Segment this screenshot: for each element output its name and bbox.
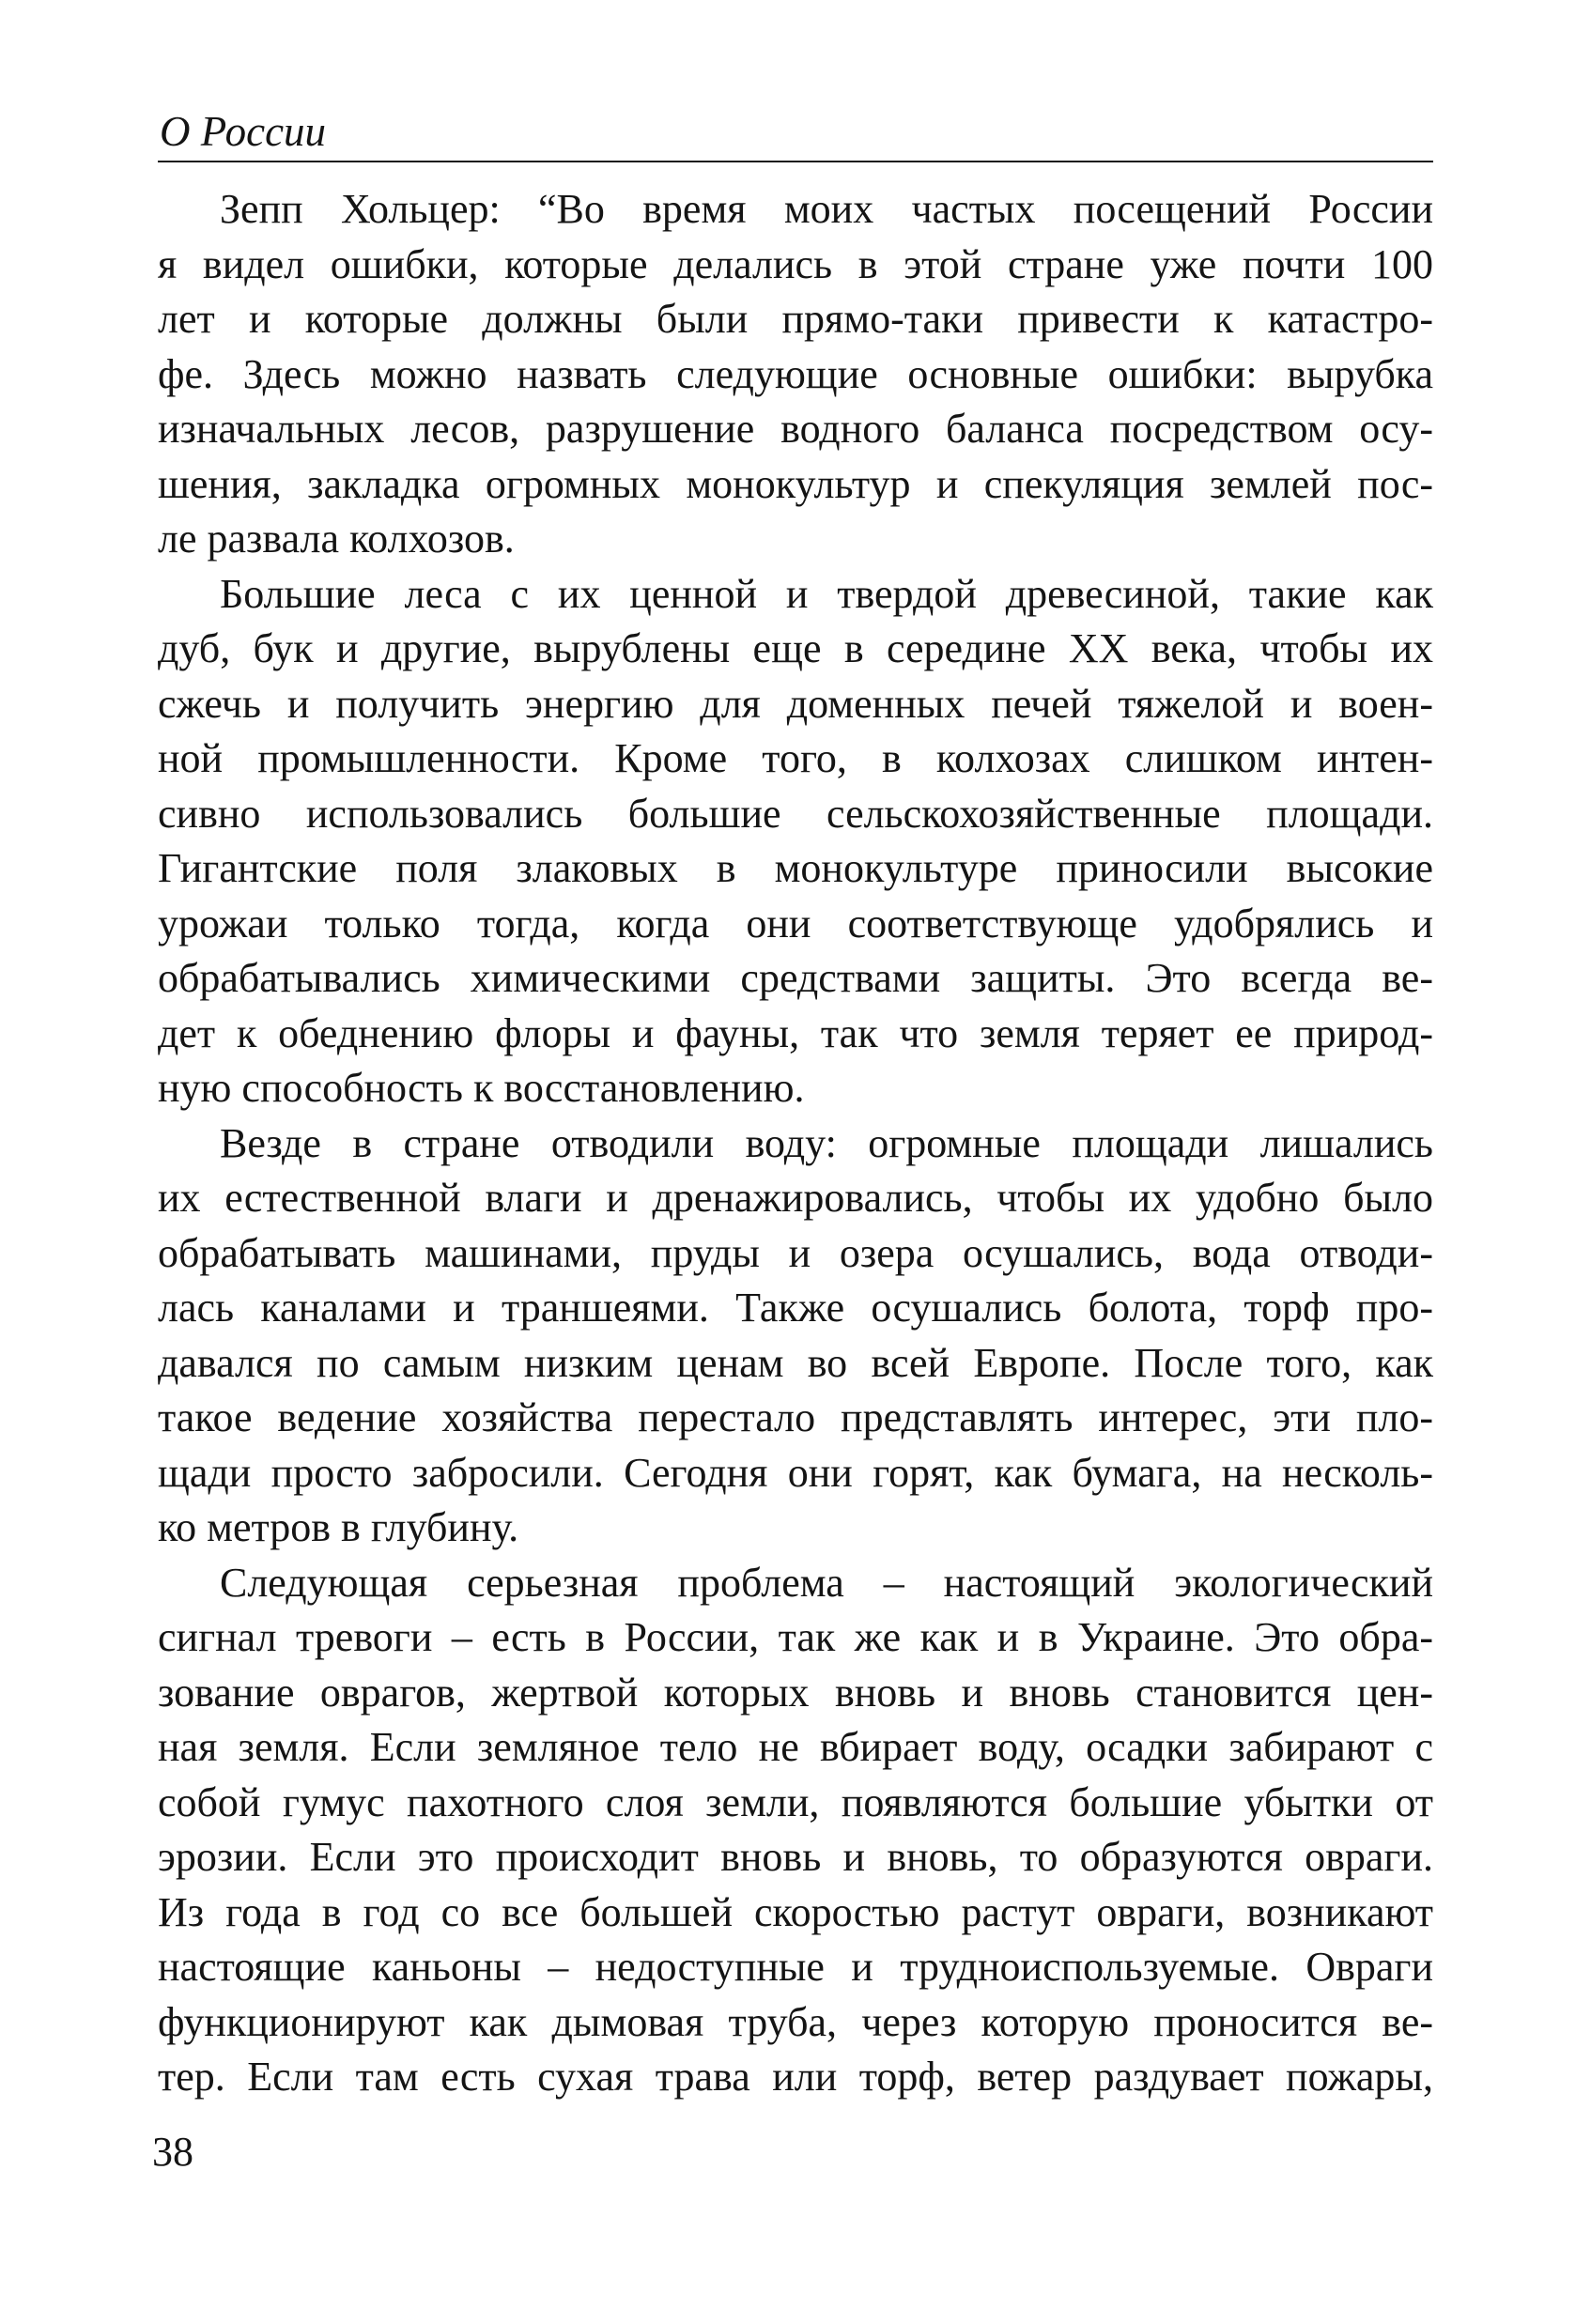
text-line: Гигантские поля злаковых в монокультуре приносили высокие bbox=[158, 845, 1433, 891]
text-line: изначальных лесов, разрушение водного баланса посредством осу- bbox=[158, 406, 1433, 452]
text-line: Везде в стране отводили воду: огромные площади лишались bbox=[220, 1119, 1433, 1166]
text-line: фе. Здесь можно назвать следующие основные ошибки: вырубка bbox=[158, 350, 1433, 397]
text-line: я видел ошибки, которые делались в этой стране уже почти 100 bbox=[158, 240, 1433, 287]
text-line: зование оврагов, жертвой которых вновь и вновь становится цен- bbox=[158, 1669, 1433, 1716]
text-line: ную способность к восстановлению. bbox=[158, 1065, 805, 1111]
text-line: собой гумус пахотного слоя земли, появляются большие убытки от bbox=[158, 1778, 1433, 1825]
text-line: Из года в год со все большей скоростью растут овраги, возникают bbox=[158, 1888, 1433, 1935]
text-line: сигнал тревоги – есть в России, так же как и в Украине. Это обра- bbox=[158, 1614, 1433, 1660]
text-line: их естественной влаги и дренажировались, чтобы их удобно было bbox=[158, 1175, 1433, 1221]
text-line: ной промышленности. Кроме того, в колхозах слишком интен- bbox=[158, 735, 1433, 781]
text-line: функционируют как дымовая труба, через которую проносится ве- bbox=[158, 1998, 1433, 2045]
text-line: дет к обеднению флоры и фауны, так что земля теряет ее природ- bbox=[158, 1009, 1433, 1056]
text-line: шения, закладка огромных монокультур и спекуляция землей пос- bbox=[158, 460, 1433, 507]
text-line: щади просто забросили. Сегодня они горят, как бумага, на несколь- bbox=[158, 1449, 1433, 1496]
text-line: эрозии. Если это происходит вновь и вновь, то образуются овраги. bbox=[158, 1834, 1433, 1880]
text-line: такое ведение хозяйства перестало представлять интерес, эти пло- bbox=[158, 1394, 1433, 1440]
text-line: обрабатывались химическими средствами защиты. Это всегда ве- bbox=[158, 955, 1433, 1001]
text-line: дуб, бук и другие, вырублены еще в середине XX века, чтобы их bbox=[158, 625, 1433, 671]
text-line: ле развала колхозов. bbox=[158, 516, 515, 562]
text-line: ко метров в глубину. bbox=[158, 1504, 519, 1550]
text-line: Следующая серьезная проблема – настоящий экологический bbox=[220, 1559, 1433, 1606]
header-rule bbox=[158, 161, 1433, 162]
text-line: Большие леса с их ценной и твердой древесиной, такие как bbox=[220, 570, 1433, 617]
text-line: тер. Если там есть сухая трава или торф, ветер раздувает пожары, bbox=[158, 2054, 1433, 2100]
body-text bbox=[158, 182, 1433, 2105]
text-line: Зепп Хольцер: “Во время моих частых посещений России bbox=[220, 186, 1433, 232]
text-line: давался по самым низким ценам во всей Европе. После того, как bbox=[158, 1339, 1433, 1386]
text-line: сивно использовались большие сельскохозяйственные площади. bbox=[158, 790, 1433, 837]
text-line: ная земля. Если земляное тело не вбирает воду, осадки забирают с bbox=[158, 1724, 1433, 1770]
text-line: сжечь и получить энергию для доменных печей тяжелой и воен- bbox=[158, 680, 1433, 727]
text-line: настоящие каньоны – недоступные и трудноиспользуемые. Овраги bbox=[158, 1944, 1433, 1990]
text-line: обрабатывать машинами, пруды и озера осушались, вода отводи- bbox=[158, 1229, 1433, 1276]
page-number: 38 bbox=[152, 2129, 193, 2175]
running-title: О России bbox=[160, 108, 327, 155]
text-line: лась каналами и траншеями. Также осушались болота, торф про- bbox=[158, 1285, 1433, 1331]
text-line: лет и которые должны были прямо-таки привести к катастро- bbox=[158, 296, 1433, 342]
text-line: урожаи только тогда, когда они соответствующе удобрялись и bbox=[158, 900, 1433, 947]
